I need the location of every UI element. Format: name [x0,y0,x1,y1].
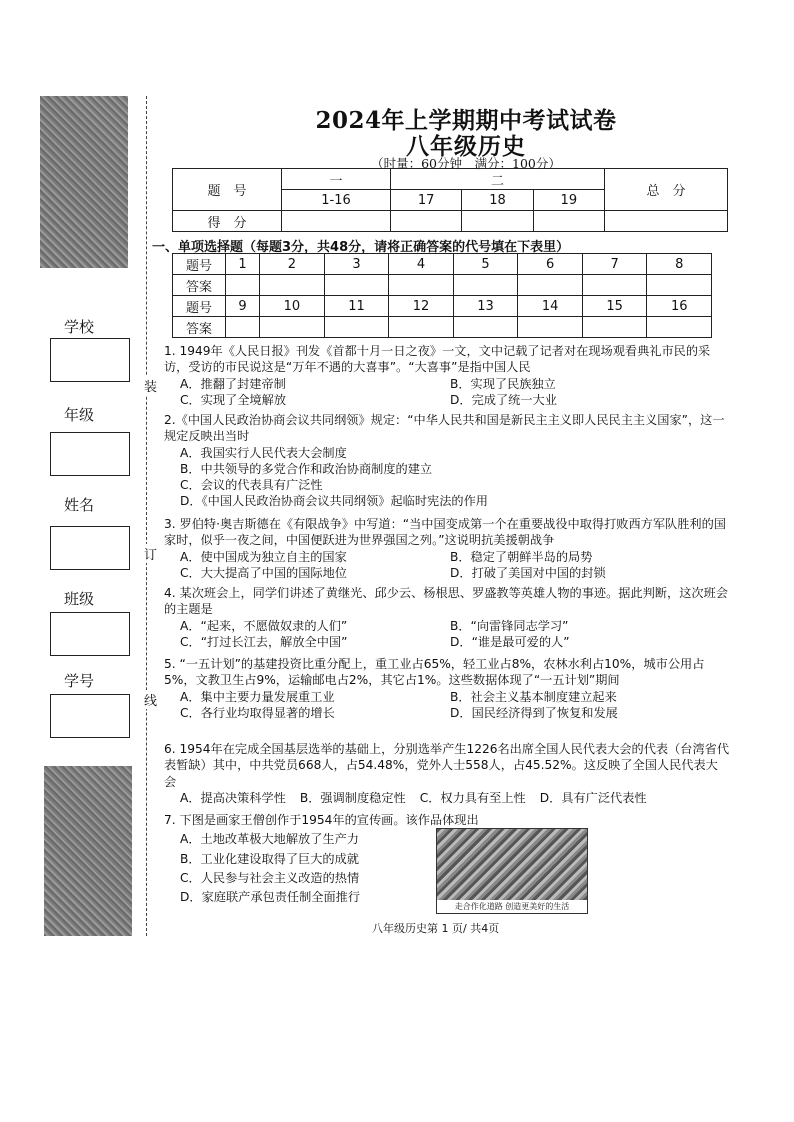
option-b: B．强调制度稳定性 [299,790,406,805]
option-c: C．“打过长江去，解放全中国” [180,634,348,649]
option-b: B．实现了民族独立 [450,376,556,391]
answer-q-label: 题号 [173,254,226,275]
student-no-label: 学号 [64,672,95,690]
option-c: C．大大提高了中国的国际地位 [180,565,347,580]
answer-q-number: 10 [260,296,325,317]
name-label: 姓名 [64,496,95,514]
score-row-label: 得 分 [173,211,282,232]
propaganda-poster-image [436,828,588,914]
answer-q-number: 14 [518,296,583,317]
answer-cell[interactable] [324,275,389,296]
answer-q-number: 16 [647,296,712,317]
answer-q-number: 2 [260,254,325,275]
question-5 [164,656,730,721]
option-a: A．我国实行人民代表大会制度 [180,445,347,460]
answer-cell[interactable] [647,275,712,296]
option-a: A．集中主要力量发展重工业 [180,689,335,704]
section-heading: 一、单项选择题（每题3分，共48分，请将正确答案的代号填在下表里） [152,240,570,255]
question-stem: 6. 1954年在完成全国基层选举的基础上，分别选举产生1226名出席全国人民代表大会的代表（台湾省代表暂缺）其中，中共党员668人，占54.48%，党外人士558人，占45.52%。这反映了全国人民代表大会 [164,742,730,789]
option-c: C．人民参与社会主义改造的热情 [180,870,360,885]
time-note: （时量：60分钟 满分：100分） [371,156,561,171]
option-d: D．完成了统一大业 [450,392,557,407]
question-2 [164,412,730,510]
grade-field[interactable] [50,432,130,476]
answer-cell[interactable] [389,317,454,338]
answer-a-label: 答案 [173,317,226,338]
answer-cell[interactable] [324,317,389,338]
question-stem: 7. 下图是画家王僧创作于1954年的宣传画。该作品体现出 [164,813,479,827]
score-col-18: 18 [462,190,533,211]
binding-char-xian: 线 [144,690,157,709]
option-b: B．工业化建设取得了巨大的成就 [180,851,359,866]
answer-q-number: 5 [453,254,518,275]
answer-q-number: 6 [518,254,583,275]
answer-cell[interactable] [260,317,325,338]
option-d: D．“谁是最可爱的人” [450,634,570,649]
score-col-1-16: 1-16 [282,190,391,211]
answer-cell[interactable] [647,317,712,338]
question-6 [164,741,730,806]
binding-char-ding: 订 [144,544,157,563]
option-c: C．权力具有至上性 [419,790,526,805]
question-stem: 3. 罗伯特·奥吉斯德在《有限战争》中写道：“当中国变成第一个在重要战役中取得打败西方军队胜利的国家时，似乎一夜之间，中国便跃进为世界强国之列。”这说明抗美援朝战争 [164,517,726,548]
student-no-field[interactable] [50,694,130,738]
answer-cell[interactable] [518,275,583,296]
option-d: D．国民经济得到了恢复和发展 [450,705,618,720]
question-4 [164,585,730,650]
option-d: D．《中国人民政治协商会议共同纲领》起临时宪法的作用 [180,494,488,509]
answer-cell[interactable] [518,317,583,338]
option-a: A．提高决策科学性 [180,790,286,805]
answer-cell[interactable] [582,317,647,338]
question-stem: 1. 1949年《人民日报》刊发《首都十月一日之夜》一文，文中记载了记者对在现场观看典礼市民的采访，受访的市民说这是“万年不遇的大喜事”。“大喜事”是指中国人民 [164,344,711,375]
score-table [172,168,728,232]
class-field[interactable] [50,612,130,656]
answer-q-number: 3 [324,254,389,275]
decorative-bar-top [40,96,128,268]
answer-q-number: 8 [647,254,712,275]
question-3 [164,516,730,581]
option-d: D．打破了美国对中国的封锁 [450,565,606,580]
question-stem: 4. 某次班会上，同学们讲述了黄继光、邱少云、杨根思、罗盛教等英雄人物的事迹。据此判断，这次班会的主题是 [164,586,728,617]
option-a: A．土地改革极大地解放了生产力 [180,832,359,847]
answer-cell[interactable] [582,275,647,296]
answer-cell[interactable] [389,275,454,296]
answer-cell[interactable] [260,275,325,296]
answer-q-number: 1 [226,254,260,275]
binding-char-zhuang: 装 [144,376,157,395]
answer-q-number: 12 [389,296,454,317]
answer-table [172,253,712,338]
score-part-one: 一 [282,169,391,190]
option-b: B．“向雷锋同志学习” [450,618,569,633]
answer-q-label: 题号 [173,296,226,317]
answer-cell[interactable] [226,275,260,296]
option-a: A．使中国成为独立自主的国家 [180,549,347,564]
binding-line [146,96,147,936]
option-c: C．实现了全境解放 [180,392,287,407]
score-cell[interactable] [282,211,391,232]
question-stem: 5. “一五计划”的基建投资比重分配上，重工业占65%，轻工业占8%，农林水利占10%，城市公用占5%，文教卫生占9%，运输邮电占2%，其它占1%。这些数据体现了“一五计划”期间 [164,657,705,688]
question-1 [164,343,730,408]
answer-q-number: 13 [453,296,518,317]
answer-q-number: 15 [582,296,647,317]
question-stem: 2.《中国人民政治协商会议共同纲领》规定：“中华人民共和国是新民主主义即人民民主主义国家”，这一规定反映出当时 [164,413,725,444]
answer-q-number: 4 [389,254,454,275]
score-cell[interactable] [391,211,462,232]
school-field[interactable] [50,338,130,382]
option-b: B．中共领导的多党合作和政治协商制度的建立 [180,461,433,476]
answer-cell[interactable] [226,317,260,338]
poster-caption: 走合作化道路 创造更美好的生活 [437,900,587,913]
answer-a-label: 答案 [173,275,226,296]
option-b: B．稳定了朝鲜半岛的局势 [450,549,593,564]
answer-q-number: 7 [582,254,647,275]
score-col-17: 17 [391,190,462,211]
option-b: B．社会主义基本制度建立起来 [450,689,617,704]
answer-cell[interactable] [453,275,518,296]
grade-label: 年级 [64,406,95,424]
page-footer: 八年级历史第 1 页/ 共4页 [372,922,500,935]
name-field[interactable] [50,526,130,570]
score-col-19: 19 [533,190,604,211]
decorative-bar-bottom [44,766,132,936]
score-part-two: 二 [391,169,605,190]
class-label: 班级 [64,590,95,608]
option-a: A．“起来，不愿做奴隶的人们” [180,618,348,633]
option-d: D．具有广泛代表性 [539,790,647,805]
option-c: C．会议的代表具有广泛性 [180,478,323,493]
score-cell[interactable] [462,211,533,232]
school-label: 学校 [64,318,95,336]
answer-q-number: 9 [226,296,260,317]
score-header-label: 题 号 [173,169,282,211]
option-c: C．各行业均取得显著的增长 [180,705,335,720]
score-cell[interactable] [533,211,604,232]
answer-q-number: 11 [324,296,389,317]
exam-title: 2024年上学期期中考试试卷 [315,107,617,134]
score-cell[interactable] [605,211,728,232]
option-a: A．推翻了封建帝制 [180,376,286,391]
option-d: D．家庭联产承包责任制全面推行 [180,890,361,905]
exam-subtitle: 八年级历史 [406,133,526,160]
score-total-label: 总 分 [605,169,728,211]
answer-cell[interactable] [453,317,518,338]
